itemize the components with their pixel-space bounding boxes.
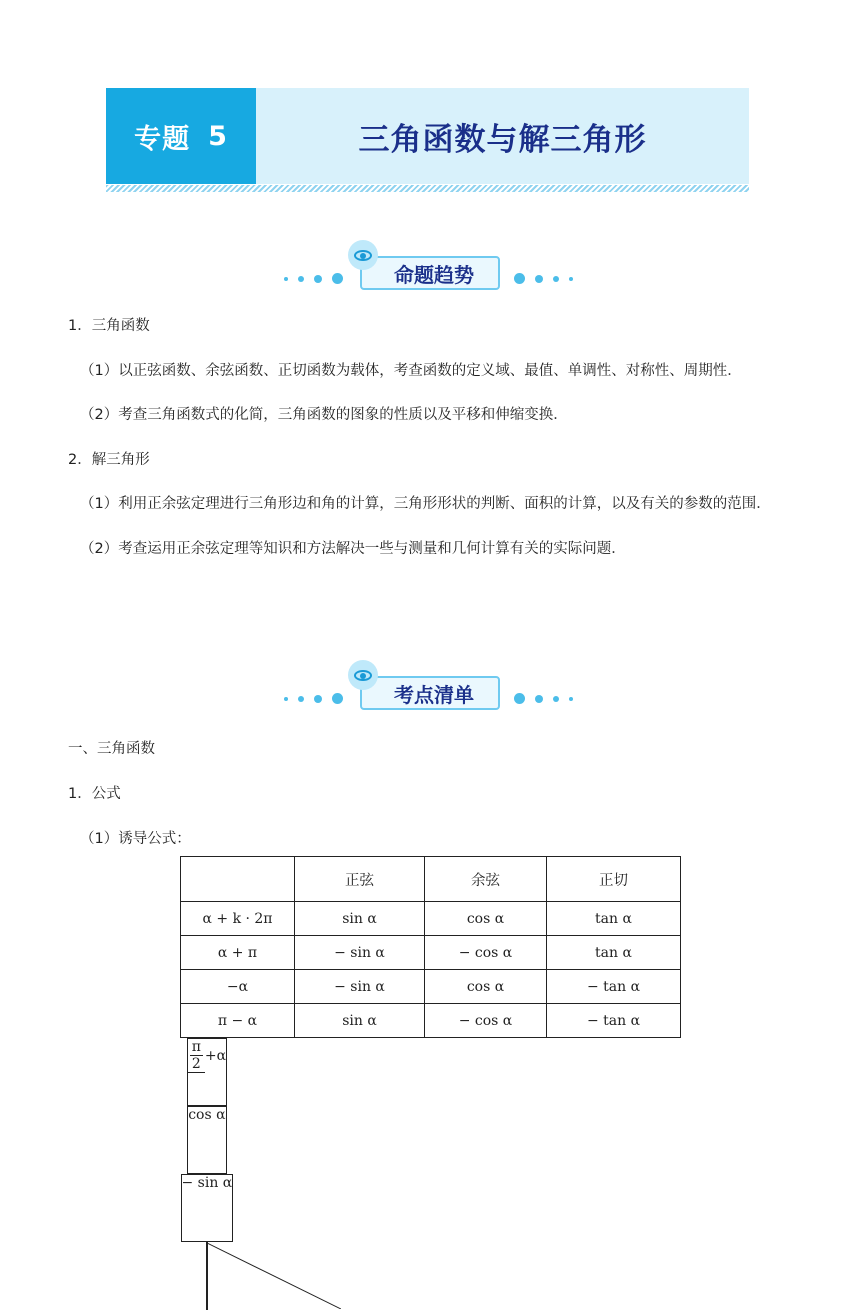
table-cell: −α <box>181 970 295 1004</box>
eye-icon <box>348 660 378 690</box>
table-header-cell: 正弦 <box>295 857 425 902</box>
trend-line: （2）考查三角函数式的化简，三角函数的图象的性质以及平移和伸缩变换． <box>80 407 568 423</box>
table-cell: tan α <box>547 936 681 970</box>
trend-line: （2）考查运用正余弦定理等知识和方法解决一些与测量和几何计算有关的实际问题． <box>80 541 626 557</box>
table-cell: π − α <box>181 1004 295 1038</box>
table-row <box>181 1038 234 1310</box>
table-cell: tan α <box>547 902 681 936</box>
decor-dots-right <box>514 273 573 284</box>
topic-label: 专题 <box>134 123 191 155</box>
table-row <box>181 902 681 936</box>
table-header-cell <box>181 857 295 902</box>
eye-icon <box>348 240 378 270</box>
trend-line: （1）利用正余弦定理进行三角形边和角的计算，三角形形状的判断、面积的计算，以及有关的参数的范围． <box>80 496 771 512</box>
fraction-denominator: 2 <box>191 1056 201 1072</box>
table-cell: − cos α <box>425 1004 547 1038</box>
table-cell: α + k · 2π <box>181 902 295 936</box>
table-cell: − sin α <box>181 1174 234 1242</box>
table-cell: sin α <box>295 1004 425 1038</box>
diagonal-line <box>207 1243 341 1309</box>
trend-line: 1．三角函数 <box>68 318 150 334</box>
decor-dots-left <box>284 693 343 704</box>
checklist-line: （1）诱导公式： <box>80 831 191 847</box>
table-header-cell: 余弦 <box>425 857 547 902</box>
table-header-row <box>181 857 681 902</box>
table-cell: − sin α <box>295 936 425 970</box>
fraction <box>188 1039 205 1073</box>
topic-banner <box>106 88 749 184</box>
trend-line: 2．解三角形 <box>68 452 150 468</box>
topic-label-box <box>106 88 256 184</box>
table-cell-empty-diagonal <box>206 1242 208 1310</box>
fraction-numerator: π <box>191 1039 201 1055</box>
trend-section-head <box>0 240 860 300</box>
page-title: 三角函数与解三角形 <box>358 121 647 158</box>
table-row <box>181 936 681 970</box>
table-cell-fraction <box>187 1038 227 1106</box>
banner-stripe <box>106 185 749 192</box>
checklist-heading: 考点清单 <box>360 676 500 710</box>
induction-formula-table <box>180 856 681 1310</box>
fraction-tail: +α <box>204 1048 227 1064</box>
checklist-line: 一、三角函数 <box>68 741 155 757</box>
table-cell: − tan α <box>547 970 681 1004</box>
trend-heading: 命题趋势 <box>360 256 500 290</box>
table-row <box>181 1004 681 1038</box>
table-row <box>181 970 681 1004</box>
checklist-line: 1．公式 <box>68 786 121 802</box>
table-cell: − sin α <box>295 970 425 1004</box>
table-cell: α + π <box>181 936 295 970</box>
table-header-cell: 正切 <box>547 857 681 902</box>
topic-number: 5 <box>208 120 228 152</box>
table-cell: − cos α <box>425 936 547 970</box>
table-cell: cos α <box>425 902 547 936</box>
decor-dots-right <box>514 693 573 704</box>
table-cell: cos α <box>187 1106 226 1174</box>
table-cell: sin α <box>295 902 425 936</box>
decor-dots-left <box>284 273 343 284</box>
table-cell: cos α <box>425 970 547 1004</box>
trend-line: （1）以正弦函数、余弦函数、正切函数为载体，考查函数的定义域、最值、单调性、对称性、周期性． <box>80 363 742 379</box>
checklist-section-head <box>0 660 860 720</box>
table-cell: − tan α <box>547 1004 681 1038</box>
